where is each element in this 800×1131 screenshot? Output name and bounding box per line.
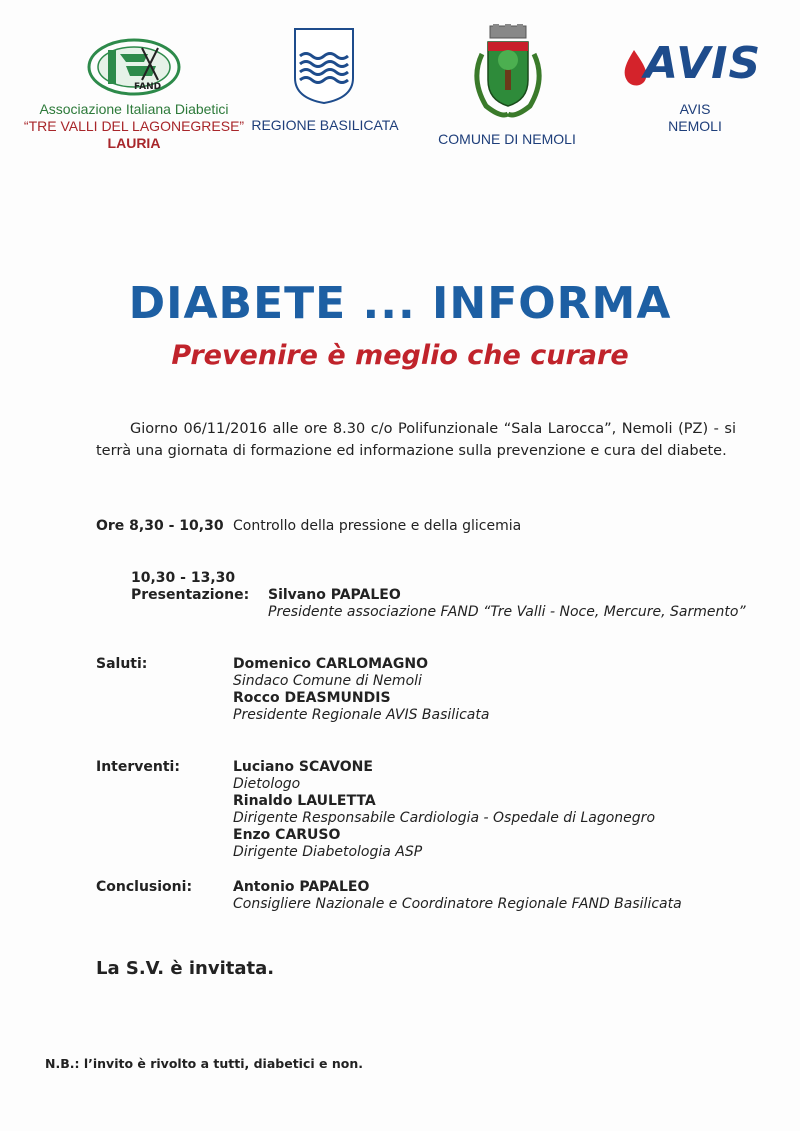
fand-caption [20,101,248,152]
footer-note: N.B.: l’invito è rivolto a tutti, diabetici e non. [45,1056,363,1071]
saluti-label: Saluti: [96,656,148,672]
interventi-label: Interventi: [96,759,180,775]
conclusioni-label: Conclusioni: [96,879,193,895]
fand-caption-line3: LAURIA [107,135,161,151]
fand-logo [86,36,182,98]
conclusioni-role-1: Consigliere Nazionale e Coordinatore Regionale FAND Basilicata [233,896,682,912]
interventi-role-3: Dirigente Diabetologia ASP [233,844,423,860]
fand-logo-text: FAND [134,82,162,92]
program-second-role: Presidente associazione FAND “Tre Valli - Noce, Mercure, Sarmento” [268,604,746,620]
program-second-time: 10,30 - 13,30 [131,570,236,586]
program-second-name: Silvano PAPALEO [268,587,401,603]
avis-logo-text: AVIS [644,38,762,89]
program-first-desc: Controllo della pressione e della glicemia [233,518,522,534]
fand-caption-line2: “TRE VALLI DEL LAGONEGRESE” [23,118,245,134]
conclusioni-name-1: Antonio PAPALEO [233,879,370,895]
interventi-name-3: Enzo CARUSO [233,827,341,843]
page-title: DIABETE ... INFORMA [128,278,672,329]
saluti-role-2: Presidente Regionale AVIS Basilicata [233,707,490,723]
program-second-label: Presentazione: [131,587,250,603]
interventi-role-1: Dietologo [233,776,301,792]
avis-logo [620,38,766,92]
interventi-name-2: Rinaldo LAULETTA [233,793,376,809]
intro-paragraph: Giorno 06/11/2016 alle ore 8.30 c/o Polifunzionale “Sala Larocca”, Nemoli (PZ) - si terrà una giornata di formazione ed informazione sulla prevenzione e cura del diabete. [96,421,736,459]
saluti-name-2: Rocco DEASMUNDIS [233,690,391,706]
saluti-name-1: Domenico CARLOMAGNO [233,656,428,672]
avis-caption-line2: NEMOLI [668,118,722,134]
regione-basilicata-emblem [292,26,356,106]
comune-caption: COMUNE DI NEMOLI [438,131,576,147]
comune-nemoli-crest [466,24,550,120]
comune-crest-icon [466,24,550,120]
avis-caption [630,101,760,135]
saluti-role-1: Sindaco Comune di Nemoli [233,673,422,689]
avis-caption-line1: AVIS [679,101,711,117]
interventi-name-1: Luciano SCAVONE [233,759,373,775]
interventi-role-2: Dirigente Responsabile Cardiologia - Ospedale di Lagonegro [233,810,656,826]
invite-text: La S.V. è invitata. [96,958,275,979]
regione-caption: REGIONE BASILICATA [251,117,399,133]
page-subtitle: Prevenire è meglio che curare [171,340,629,371]
program-first-time: Ore 8,30 - 10,30 [96,518,224,534]
fand-caption-line1: Associazione Italiana Diabetici [39,101,229,117]
regione-shield-icon [292,26,356,106]
